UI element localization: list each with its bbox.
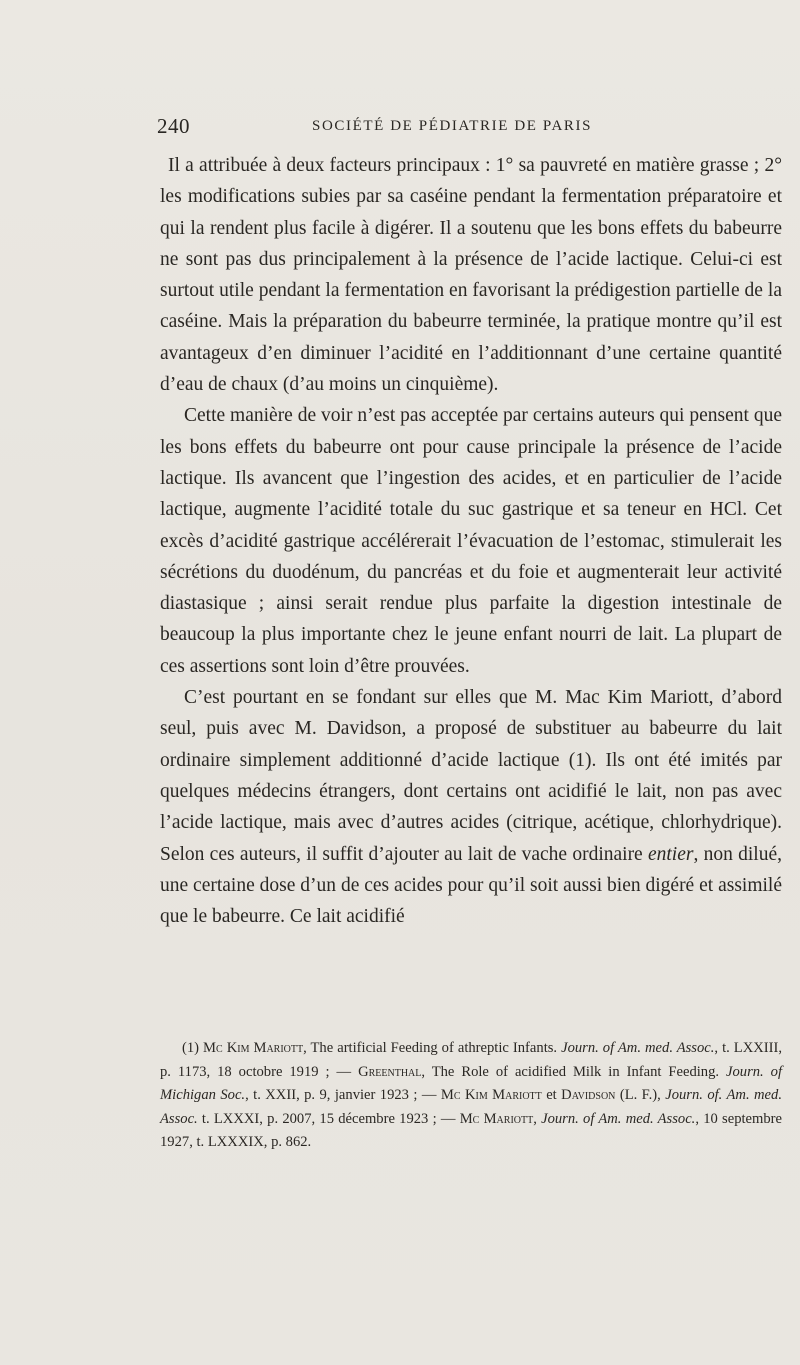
footnote-number: (1) [182,1040,200,1056]
running-title: SOCIÉTÉ DE PÉDIATRIE DE PARIS [312,118,593,134]
paragraph-1: Il a attribuée à deux facteurs principaux : 1° sa pauvreté en matière grasse ; 2° les modifications subies par sa caséine pendant la fermentation préparatoire et qui la rendent plus facile à digérer. Il a soutenu que les bons effets du babeurre ne sont pas dus principalement à la présence de l’acide lactique. Celui-ci est surtout utile pendant la fermentation en favorisant la prédigestion partielle de la caséine. Mais la préparation du babeurre terminée, la pratique montre qu’il est avantageux d’en diminuer l’acidité en l’additionnant d’une certaine quantité d’eau de chaux (d’au moins un cinquième). [160,155,782,396]
footnote-text: , [533,1110,542,1127]
page-header [157,114,779,144]
paragraph-3-part-1: C’est pourtant en se fondant sur elles que M. Mac Kim Mariott, d’abord seul, puis avec M. Davidson, a proposé de substituer au babeurre du lait ordinaire simplement additionné d’acide lactique (1). Ils ont été imités par quelques médecins étrangers, dont certains ont acidifié le lait, non pas avec l’acide lactique, mais avec d’autres acides (citrique, acétique, chlorhydrique). Selon ces auteurs, il suffit d’ajouter au lait de vache ordinaire [160,687,782,865]
main-text [160,150,782,932]
footnote-text: , The Role of acidified Milk in Infant Feeding. [421,1063,726,1080]
footnote-author: Mc Mariott [459,1110,534,1127]
footnote-journal: Journ. of. Am. med. Assoc. [160,1087,782,1127]
paragraph-3 [160,682,782,932]
footnote-text: , t. XXII, p. 9, janvier 1923 ; — [245,1087,441,1103]
footnote-1 [160,1037,782,1155]
footnote-text: (L. F.), [615,1087,666,1103]
footnote-journal: Journ. of Michigan Soc. [160,1063,782,1103]
footnote-journal: Journ. of Am. med. Assoc. [561,1040,715,1056]
footnote-text: et [541,1087,562,1103]
paragraph-3-italic: entier [647,843,694,865]
footnote-text: , t. LXXIII, p. 1173, 18 octobre 1919 ; — [160,1040,783,1080]
footnote-text: , 10 septembre 1927, t. LXXXIX, p. 862. [160,1110,783,1150]
footnote-author: Mc Kim Mariott [203,1040,304,1056]
footnote-author: Greenthal [358,1063,422,1080]
footnotes [160,1037,782,1155]
footnote-text: , The artificial Feeding of athreptic Infants. [303,1040,562,1056]
footnote-author: Mc Kim Mariott [440,1087,542,1103]
paragraph-2: Cette manière de voir n’est pas acceptée par certains auteurs qui pensent que les bons effets du babeurre ont pour cause principale la présence de l’acide lactique. Ils avancent que l’ingestion des acides, et en particulier de l’acide lactique, augmente l’acidité totale du suc gastrique et sa teneur en HCl. Cet excès d’acidité gastrique accélérerait l’évacuation de l’estomac, stimulerait les sécrétions du duodénum, du pancréas et du foie et augmenterait leur activité diastasique ; ainsi serait rendue plus parfaite la digestion intestinale de beaucoup la plus importante chez le jeune enfant nourri de lait. La plupart de ces assertions sont loin d’être prouvées. [160,405,782,677]
footnote-author: Davidson [561,1087,616,1103]
footnote-journal: Journ. of Am. med. Assoc. [541,1110,696,1127]
page-number: 240 [157,114,190,138]
paragraph-3-part-2: , non dilué, une certaine dose d’un de ces acides pour qu’il soit aussi bien digéré et assimilé que le babeurre. Ce lait acidifié [160,843,782,928]
footnote-text: t. LXXXI, p. 2007, 15 décembre 1923 ; — [197,1110,460,1127]
